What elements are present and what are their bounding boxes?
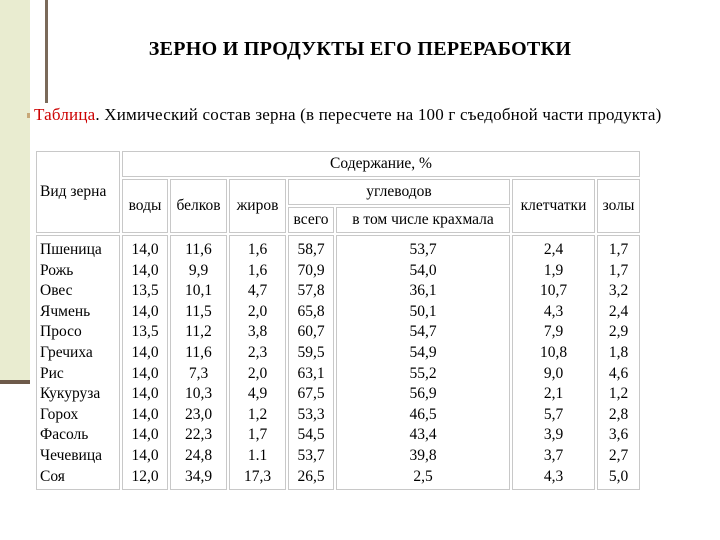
starch-value: 56,9 (409, 385, 437, 403)
carbs-total-value: 59,5 (297, 343, 325, 361)
ash-value: 4,6 (608, 364, 629, 382)
fat-value: 1,7 (247, 426, 268, 444)
protein-value: 23,0 (184, 405, 213, 423)
header-fiber: клетчатки (512, 179, 595, 233)
grain-names-column (36, 235, 120, 490)
water-value: 14,0 (131, 385, 159, 403)
water-value: 14,0 (131, 426, 159, 444)
ash-value: 5,0 (608, 467, 629, 485)
carbs-total-value: 63,1 (297, 364, 325, 382)
fat-value: 2,0 (247, 302, 268, 320)
grain-name: Рис (40, 364, 64, 382)
carbs-total-value: 53,3 (297, 405, 325, 423)
header-fat: жиров (229, 179, 286, 233)
table-data-row (36, 235, 640, 490)
ash-value: 3,6 (608, 426, 629, 444)
grain-name: Ячмень (40, 302, 91, 320)
table-image-region (30, 103, 707, 495)
fat-value: 4,7 (247, 282, 268, 300)
header-carbs-total: всего (288, 207, 334, 233)
starch-value: 43,4 (409, 426, 437, 444)
carbs-total-value: 54,5 (297, 426, 325, 444)
water-value: 13,5 (131, 282, 159, 300)
water-value: 14,0 (131, 405, 159, 423)
water-value: 14,0 (131, 364, 159, 382)
water-value: 14,0 (131, 302, 159, 320)
water-value: 14,0 (131, 446, 159, 464)
starch-value: 54,7 (409, 323, 437, 341)
fiber-value: 4,3 (543, 302, 564, 320)
carbs-total-value: 57,8 (297, 282, 325, 300)
starch-value: 50,1 (409, 302, 437, 320)
fiber-value: 2,4 (543, 241, 564, 258)
ash-value: 1,7 (608, 261, 629, 279)
water-value: 12,0 (131, 467, 159, 485)
fat-value: 2,0 (247, 364, 268, 382)
water-value: 14,0 (131, 343, 159, 361)
fat-value: 17,3 (243, 467, 272, 485)
starch-value: 53,7 (409, 241, 437, 258)
grain-name: Пшеница (40, 241, 102, 258)
fiber-value: 2,1 (543, 385, 564, 403)
header-row-2 (36, 179, 640, 205)
fiber-value: 4,3 (543, 467, 564, 485)
grain-name: Чечевица (40, 446, 103, 464)
starch-value: 46,5 (409, 405, 437, 423)
protein-value: 22,3 (184, 426, 213, 444)
grain-name: Кукуруза (40, 385, 101, 403)
caption-text: . Химический состав зерна (в пересчете на 100 г съедобной части продукта) (95, 105, 662, 124)
fiber-value: 3,9 (543, 426, 564, 444)
carbs-total-value: 53,7 (297, 446, 325, 464)
ash-value: 1,7 (608, 241, 629, 258)
composition-table (34, 149, 642, 492)
starch-value: 55,2 (409, 364, 437, 382)
fiber-value: 5,7 (543, 405, 564, 423)
header-grain-type: Вид зерна (36, 151, 120, 233)
grain-name: Просо (40, 323, 82, 341)
water-value: 13,5 (131, 323, 159, 341)
header-ash: золы (597, 179, 640, 233)
protein-value: 34,9 (184, 467, 213, 485)
fat-column (229, 235, 286, 490)
fat-value: 1,6 (247, 241, 268, 258)
fat-value: 1,6 (247, 261, 268, 279)
ash-value: 2,9 (608, 323, 629, 341)
water-column (122, 235, 168, 490)
protein-value: 10,3 (184, 385, 213, 403)
slide-title: ЗЕРНО И ПРОДУКТЫ ЕГО ПЕРЕРАБОТКИ (148, 38, 572, 60)
header-water: воды (122, 179, 168, 233)
table-caption (34, 105, 661, 125)
fiber-value: 3,7 (543, 446, 564, 464)
ash-value: 2,4 (608, 302, 629, 320)
ash-column (597, 235, 640, 490)
carbs-total-value: 67,5 (297, 385, 325, 403)
grain-name: Фасоль (40, 426, 89, 444)
header-content: Содержание, % (122, 151, 640, 177)
grain-name: Горох (40, 405, 79, 423)
ash-value: 2,8 (608, 405, 629, 423)
starch-value: 36,1 (409, 282, 437, 300)
protein-value: 11,6 (185, 343, 212, 361)
ash-value: 3,2 (608, 282, 629, 300)
fiber-column (512, 235, 595, 490)
ash-value: 1,2 (608, 385, 629, 403)
fiber-value: 9,0 (543, 364, 564, 382)
protein-value: 24,8 (184, 446, 213, 464)
protein-value: 11,6 (185, 241, 212, 258)
fat-value: 1.1 (247, 446, 268, 464)
grain-name: Рожь (40, 261, 74, 279)
starch-column (336, 235, 510, 490)
header-carbs-starch: в том числе крахмала (336, 207, 510, 233)
fat-value: 3,8 (247, 323, 268, 341)
starch-value: 54,0 (409, 261, 437, 279)
starch-value: 39,8 (409, 446, 437, 464)
fiber-value: 10,8 (539, 343, 568, 361)
carbs-total-value: 60,7 (297, 323, 325, 341)
grain-name: Соя (40, 467, 65, 485)
protein-value: 11,2 (185, 323, 212, 341)
protein-value: 7,3 (188, 364, 209, 382)
fiber-value: 7,9 (543, 323, 564, 341)
header-row-1 (36, 151, 640, 177)
ash-value: 1,8 (608, 343, 629, 361)
protein-value: 9,9 (188, 261, 209, 279)
grain-name: Овес (40, 282, 73, 300)
fat-value: 4,9 (247, 385, 268, 403)
caption-label: Таблица (34, 105, 96, 124)
protein-column (170, 235, 227, 490)
grain-name: Гречиха (40, 343, 93, 361)
water-value: 14,0 (131, 241, 159, 258)
header-protein: белков (170, 179, 227, 233)
fiber-value: 10,7 (539, 282, 568, 300)
carbs-total-value: 70,9 (297, 261, 325, 279)
header-carbs: углеводов (288, 179, 510, 205)
fat-value: 1,2 (247, 405, 268, 423)
carbs-total-value: 58,7 (297, 241, 325, 258)
water-value: 14,0 (131, 261, 159, 279)
fat-value: 2,3 (247, 343, 268, 361)
carbs-total-value: 26,5 (297, 467, 325, 485)
carbs-total-value: 65,8 (297, 302, 325, 320)
fiber-value: 1,9 (543, 261, 564, 279)
ash-value: 2,7 (608, 446, 629, 464)
carbs-total-column (288, 235, 334, 490)
starch-value: 54,9 (409, 343, 437, 361)
starch-value: 2,5 (413, 467, 433, 485)
protein-value: 10,1 (184, 282, 213, 300)
protein-value: 11,5 (185, 302, 212, 320)
